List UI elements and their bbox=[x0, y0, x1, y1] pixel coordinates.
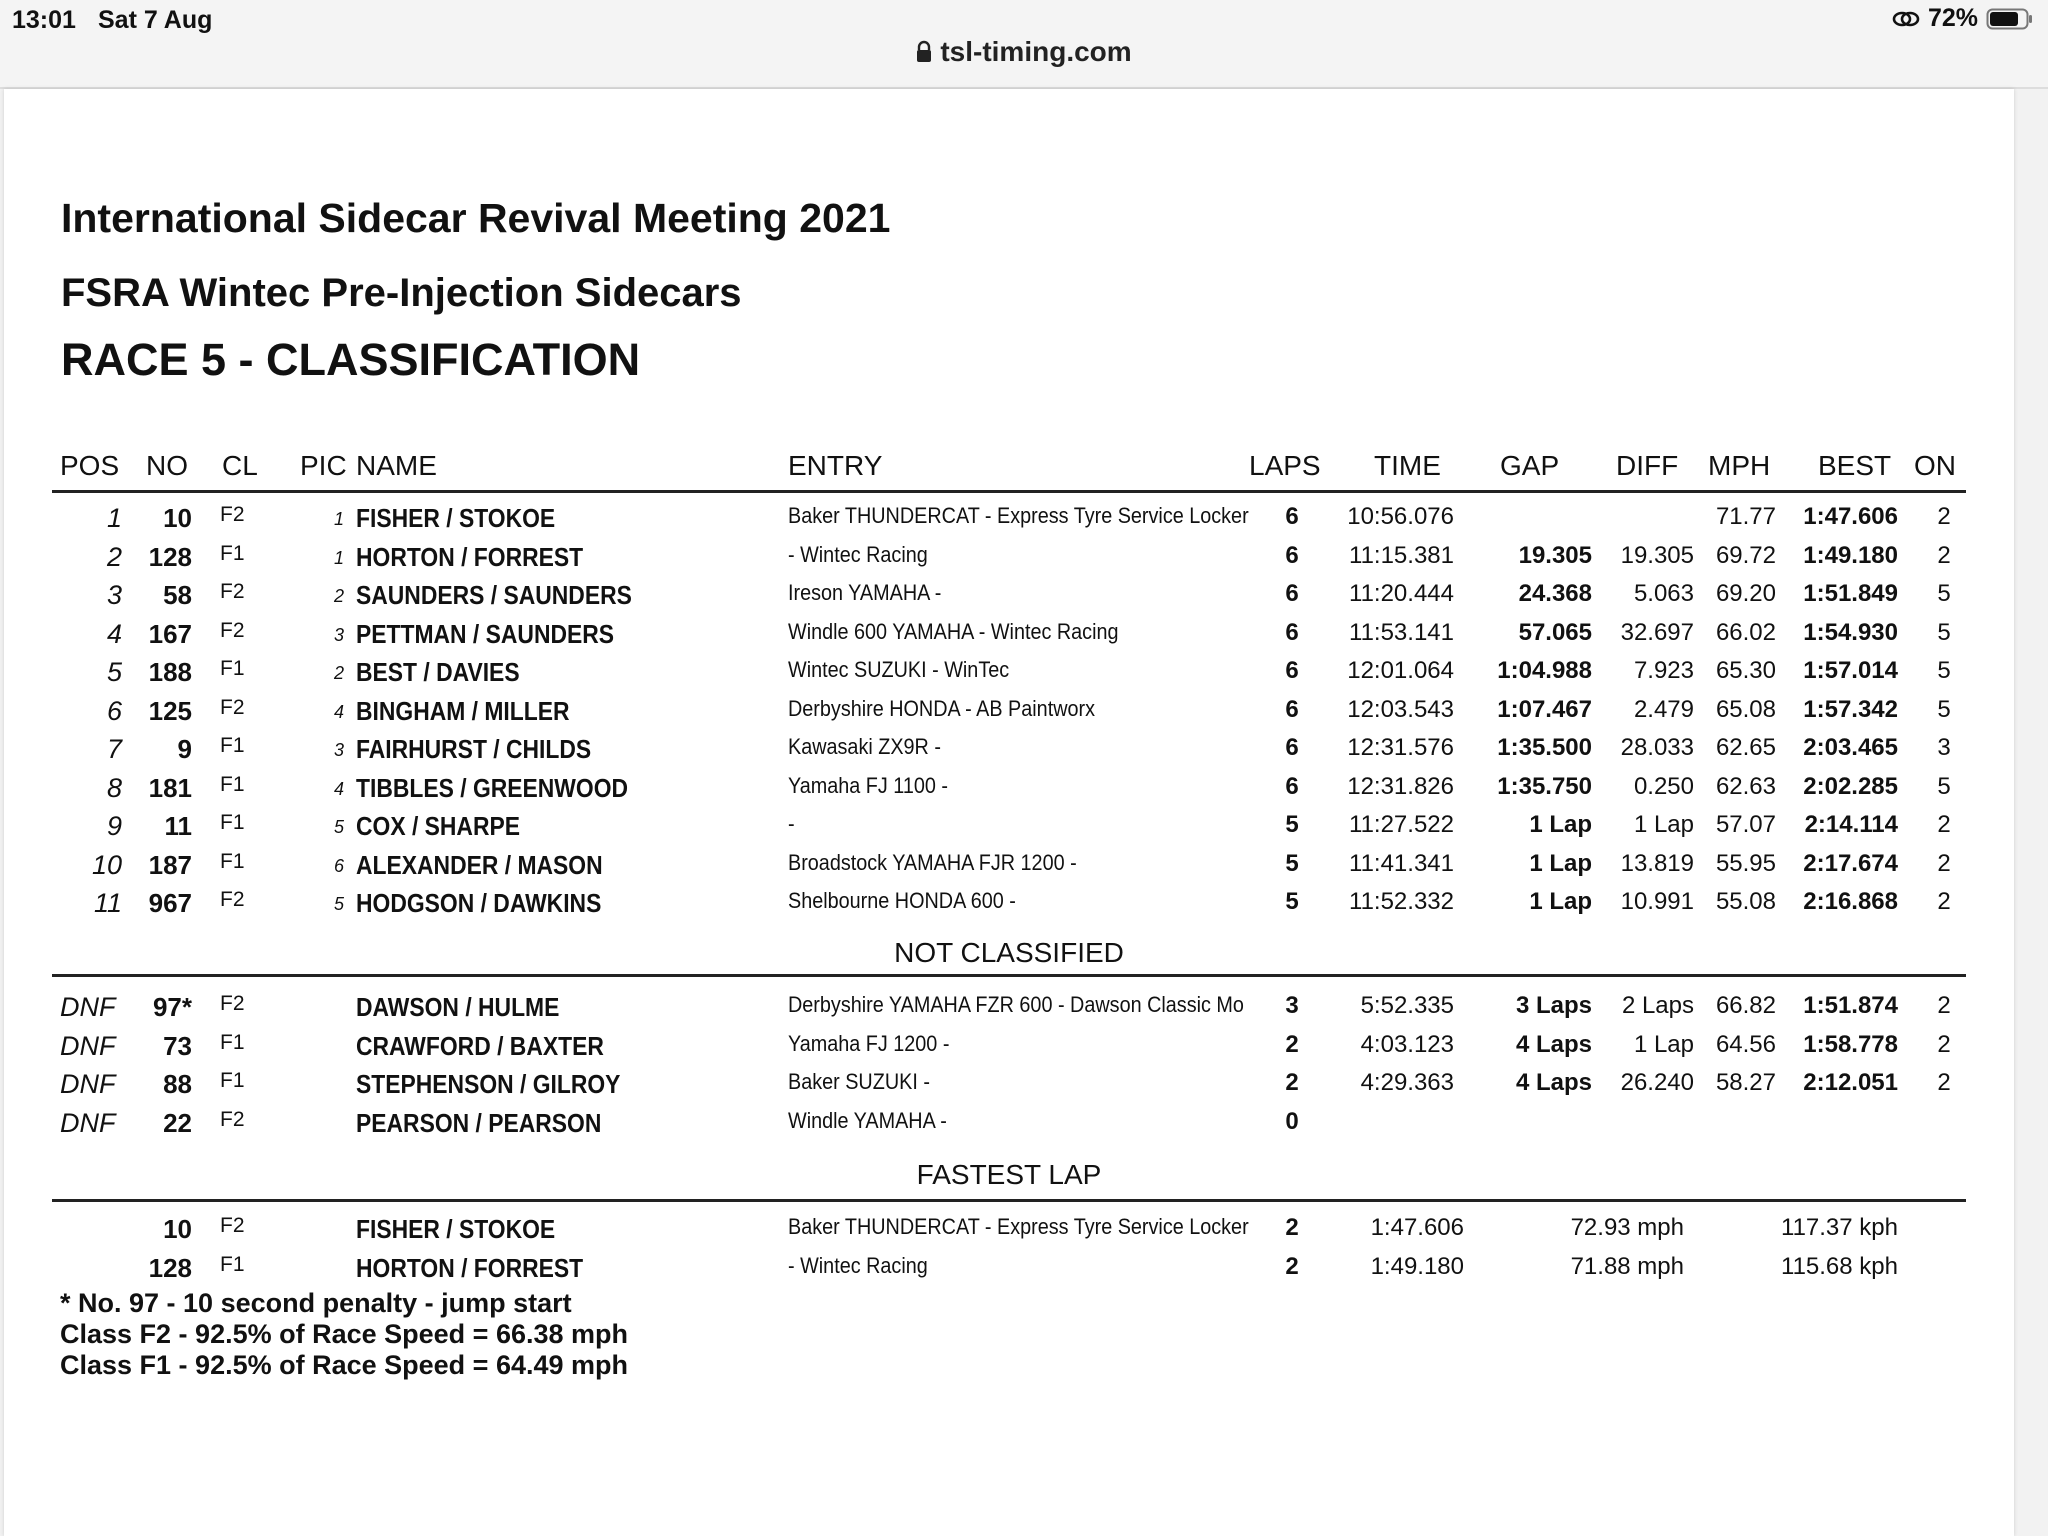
number-cell: 181 bbox=[148, 772, 192, 803]
number-cell: 11 bbox=[164, 811, 192, 841]
time-cell: 1:47.606 bbox=[1370, 1214, 1464, 1241]
class-cell: F2 bbox=[220, 618, 245, 642]
pic-cell: 4 bbox=[333, 701, 344, 722]
diff-cell: 1 Lap bbox=[1633, 1030, 1694, 1058]
laps-cell: 5 bbox=[1285, 849, 1299, 877]
class-cell: F2 bbox=[220, 1107, 245, 1131]
time-cell: 11:27.522 bbox=[1349, 811, 1454, 838]
status-right bbox=[1892, 4, 2034, 33]
col-laps: LAPS bbox=[1249, 450, 1321, 481]
mph-cell: 72.93 mph bbox=[1570, 1214, 1684, 1241]
best-cell: 1:51.849 bbox=[1803, 580, 1898, 607]
battery-percent: 72% bbox=[1927, 4, 1978, 32]
fastest-lap-rule bbox=[52, 1199, 1966, 1202]
laps-cell: 6 bbox=[1285, 695, 1299, 723]
table-row bbox=[4, 1253, 2014, 1291]
time-cell: 11:15.381 bbox=[1349, 541, 1454, 569]
class-cell: F2 bbox=[220, 580, 245, 603]
address-bar[interactable] bbox=[0, 36, 2048, 70]
f2-speed-note: Class F2 - 92.5% of Race Speed = 66.38 mph bbox=[60, 1319, 629, 1349]
pic-cell: 3 bbox=[333, 624, 344, 645]
mph-cell: 71.77 bbox=[1715, 503, 1776, 530]
class-cell: F2 bbox=[220, 695, 245, 719]
number-cell: 88 bbox=[163, 1069, 192, 1099]
name-cell: FISHER / STOKOE bbox=[356, 503, 556, 533]
laps-cell: 0 bbox=[1285, 1107, 1299, 1135]
not-classified-heading: NOT CLASSIFIED bbox=[894, 937, 1124, 968]
mph-cell: 62.63 bbox=[1715, 772, 1776, 800]
col-name: NAME bbox=[356, 450, 437, 481]
entry-cell: Windle YAMAHA - bbox=[788, 1107, 947, 1133]
on-cell: 5 bbox=[1937, 695, 1951, 723]
on-cell: 2 bbox=[1937, 888, 1951, 915]
mph-cell: 66.82 bbox=[1715, 992, 1776, 1019]
laps-cell: 5 bbox=[1285, 888, 1299, 915]
on-cell: 2 bbox=[1937, 992, 1951, 1019]
name-cell: BINGHAM / MILLER bbox=[356, 695, 570, 726]
name-cell: PETTMAN / SAUNDERS bbox=[356, 618, 615, 649]
pic-cell: 4 bbox=[333, 778, 344, 799]
col-diff: DIFF bbox=[1616, 450, 1679, 481]
table-row bbox=[4, 1069, 2014, 1107]
pic-cell: 1 bbox=[333, 547, 344, 568]
mph-cell: 69.20 bbox=[1715, 580, 1776, 607]
status-bar bbox=[0, 0, 2048, 88]
pos-cell: DNF bbox=[60, 1030, 116, 1061]
laps-cell: 6 bbox=[1285, 734, 1299, 761]
table-row bbox=[4, 503, 2014, 541]
name-cell: HODGSON / DAWKINS bbox=[356, 888, 602, 918]
best-cell: 2:02.285 bbox=[1803, 772, 1898, 800]
diff-cell: 0.250 bbox=[1633, 772, 1694, 800]
on-cell: 2 bbox=[1937, 541, 1951, 569]
entry-cell: Broadstock YAMAHA FJR 1200 - bbox=[788, 849, 1077, 875]
pos-cell: 3 bbox=[106, 580, 122, 610]
table-row bbox=[4, 888, 2014, 926]
header-rule bbox=[52, 490, 1966, 493]
laps-cell: 6 bbox=[1285, 772, 1299, 800]
pic-cell: 2 bbox=[333, 586, 344, 606]
pic-cell: 2 bbox=[333, 663, 344, 683]
number-cell: 967 bbox=[148, 888, 192, 918]
on-cell: 5 bbox=[1937, 580, 1951, 607]
diff-cell: 2 Laps bbox=[1621, 992, 1694, 1019]
class-cell: F1 bbox=[220, 1069, 245, 1092]
entry-cell: - Wintec Racing bbox=[788, 1252, 928, 1278]
table-row bbox=[4, 850, 2014, 888]
col-no: NO bbox=[146, 450, 188, 481]
pos-cell: DNF bbox=[60, 1107, 116, 1138]
name-cell: DAWSON / HULME bbox=[356, 992, 560, 1022]
name-cell: HORTON / FORREST bbox=[356, 1252, 584, 1283]
table-row bbox=[4, 1108, 2014, 1146]
col-cl: CL bbox=[222, 450, 258, 481]
on-cell: 2 bbox=[1937, 1030, 1951, 1058]
entry-cell: Shelbourne HONDA 600 - bbox=[788, 888, 1016, 913]
lap-cell: 2 bbox=[1285, 1252, 1299, 1280]
entry-cell: Baker SUZUKI - bbox=[788, 1069, 930, 1094]
number-cell: 10 bbox=[163, 503, 192, 533]
laps-cell: 6 bbox=[1285, 580, 1299, 607]
gap-cell: 57.065 bbox=[1518, 618, 1592, 646]
time-cell: 4:29.363 bbox=[1360, 1069, 1454, 1096]
mph-cell: 58.27 bbox=[1715, 1069, 1776, 1096]
on-cell: 3 bbox=[1937, 734, 1951, 761]
best-cell: 2:14.114 bbox=[1804, 811, 1898, 838]
on-cell: 2 bbox=[1937, 1069, 1951, 1096]
col-pos: POS bbox=[60, 450, 120, 481]
pos-cell: 11 bbox=[93, 888, 122, 918]
entry-cell: - Wintec Racing bbox=[788, 541, 928, 567]
class-cell: F2 bbox=[220, 1214, 245, 1237]
class-cell: F1 bbox=[220, 772, 245, 796]
number-cell: 187 bbox=[148, 849, 192, 880]
time-cell: 12:31.576 bbox=[1347, 734, 1454, 761]
entry-cell: Kawasaki ZX9R - bbox=[788, 734, 941, 759]
event-title: International Sidecar Revival Meeting 2021 bbox=[61, 195, 891, 241]
laps-cell: 6 bbox=[1285, 541, 1299, 569]
name-cell: BEST / DAVIES bbox=[356, 657, 520, 687]
laps-cell: 2 bbox=[1285, 1069, 1299, 1096]
name-cell: CRAWFORD / BAXTER bbox=[356, 1030, 604, 1061]
gap-cell: 1 Lap bbox=[1529, 849, 1592, 877]
mph-cell: 64.56 bbox=[1715, 1030, 1776, 1058]
best-cell: 2:16.868 bbox=[1803, 888, 1898, 915]
gap-cell: 1 Lap bbox=[1529, 888, 1592, 915]
time-cell: 1:49.180 bbox=[1370, 1252, 1464, 1280]
pic-cell: 5 bbox=[333, 817, 344, 837]
diff-cell: 19.305 bbox=[1620, 541, 1694, 569]
table-row bbox=[4, 992, 2014, 1030]
time-cell: 11:53.141 bbox=[1349, 618, 1454, 646]
class-cell: F1 bbox=[220, 657, 245, 680]
table-row bbox=[4, 773, 2014, 811]
best-cell: 1:49.180 bbox=[1803, 541, 1898, 569]
pos-cell: 4 bbox=[106, 618, 122, 649]
pos-cell: DNF bbox=[60, 1069, 116, 1099]
diff-cell: 1 Lap bbox=[1633, 811, 1694, 838]
time-cell: 5:52.335 bbox=[1360, 992, 1454, 1019]
lap-cell: 2 bbox=[1285, 1214, 1299, 1241]
number-cell: 10 bbox=[163, 1214, 192, 1244]
gap-cell: 1 Lap bbox=[1529, 811, 1592, 838]
diff-cell: 10.991 bbox=[1620, 888, 1694, 915]
laps-cell: 6 bbox=[1285, 503, 1299, 530]
time-cell: 11:20.444 bbox=[1349, 580, 1454, 607]
laps-cell: 5 bbox=[1285, 811, 1299, 838]
on-cell: 5 bbox=[1937, 618, 1951, 646]
gap-cell: 1:07.467 bbox=[1497, 695, 1592, 723]
on-cell: 5 bbox=[1937, 657, 1951, 684]
number-cell: 128 bbox=[148, 1252, 192, 1283]
mph-cell: 66.02 bbox=[1715, 618, 1776, 646]
gap-cell: 4 Laps bbox=[1515, 1030, 1592, 1058]
mph-cell: 55.95 bbox=[1715, 849, 1776, 877]
class-cell: F1 bbox=[220, 849, 245, 873]
entry-cell: Derbyshire HONDA - AB Paintworx bbox=[788, 695, 1095, 721]
on-cell: 2 bbox=[1937, 811, 1951, 838]
gap-cell: 24.368 bbox=[1518, 580, 1592, 607]
class-cell: F1 bbox=[220, 1252, 245, 1276]
entry-cell: Derbyshire YAMAHA FZR 600 - Dawson Classic Mo bbox=[788, 992, 1244, 1017]
table-row bbox=[4, 811, 2014, 849]
best-cell: 2:03.465 bbox=[1803, 734, 1898, 761]
number-cell: 22 bbox=[163, 1107, 192, 1138]
best-cell: 2:12.051 bbox=[1803, 1069, 1898, 1096]
mph-cell: 62.65 bbox=[1715, 734, 1776, 761]
entry-cell: Ireson YAMAHA - bbox=[788, 580, 942, 605]
mph-cell: 57.07 bbox=[1715, 811, 1776, 838]
diff-cell: 7.923 bbox=[1633, 657, 1694, 684]
gap-cell: 19.305 bbox=[1518, 541, 1592, 569]
table-row bbox=[4, 696, 2014, 734]
name-cell: PEARSON / PEARSON bbox=[356, 1107, 602, 1138]
pos-cell: 9 bbox=[106, 811, 122, 841]
name-cell: STEPHENSON / GILROY bbox=[356, 1069, 621, 1099]
mph-cell: 71.88 mph bbox=[1570, 1252, 1684, 1280]
number-cell: 125 bbox=[148, 695, 192, 726]
gap-cell: 3 Laps bbox=[1515, 992, 1592, 1019]
col-mph: MPH bbox=[1708, 450, 1771, 481]
lock-icon bbox=[916, 38, 932, 70]
class-cell: F2 bbox=[220, 888, 245, 911]
mph-cell: 69.72 bbox=[1715, 541, 1776, 569]
penalty-note: * No. 97 - 10 second penalty - jump start bbox=[60, 1288, 572, 1318]
laps-cell: 6 bbox=[1285, 618, 1299, 646]
results-page bbox=[4, 89, 2014, 1536]
time-cell: 12:03.543 bbox=[1347, 695, 1454, 723]
class-cell: F1 bbox=[220, 1030, 245, 1054]
table-row bbox=[4, 580, 2014, 618]
entry-cell: Baker THUNDERCAT - Express Tyre Service Locker bbox=[788, 1214, 1249, 1239]
diff-cell: 32.697 bbox=[1620, 618, 1694, 646]
best-cell: 1:54.930 bbox=[1803, 618, 1898, 646]
table-row bbox=[4, 1031, 2014, 1069]
pic-cell: 1 bbox=[333, 509, 344, 529]
f1-speed-note: Class F1 - 92.5% of Race Speed = 64.49 mph bbox=[60, 1350, 629, 1380]
number-cell: 128 bbox=[148, 541, 192, 572]
on-cell: 5 bbox=[1937, 772, 1951, 800]
name-cell: COX / SHARPE bbox=[356, 811, 521, 841]
table-row bbox=[4, 1214, 2014, 1252]
col-time: TIME bbox=[1374, 450, 1441, 481]
gap-cell: 4 Laps bbox=[1515, 1069, 1592, 1096]
name-cell: FAIRHURST / CHILDS bbox=[356, 734, 592, 764]
number-cell: 188 bbox=[148, 657, 192, 687]
entry-cell: Baker THUNDERCAT - Express Tyre Service Locker bbox=[788, 503, 1249, 528]
col-gap: GAP bbox=[1500, 450, 1560, 481]
table-row bbox=[4, 619, 2014, 657]
mph-cell: 55.08 bbox=[1715, 888, 1776, 915]
best-cell: 2:17.674 bbox=[1803, 849, 1898, 877]
laps-cell: 3 bbox=[1285, 992, 1299, 1019]
name-cell: ALEXANDER / MASON bbox=[356, 849, 603, 880]
mph-cell: 65.30 bbox=[1715, 657, 1776, 684]
best-cell: 1:57.342 bbox=[1803, 695, 1898, 723]
best-cell: 1:58.778 bbox=[1803, 1030, 1898, 1058]
number-cell: 9 bbox=[177, 734, 192, 764]
pos-cell: 2 bbox=[106, 541, 122, 572]
diff-cell: 2.479 bbox=[1633, 695, 1694, 723]
name-cell: SAUNDERS / SAUNDERS bbox=[356, 580, 632, 610]
battery-icon bbox=[1986, 7, 2034, 31]
best-cell: 1:51.874 bbox=[1803, 992, 1898, 1019]
pos-cell: 10 bbox=[91, 849, 122, 880]
diff-cell: 13.819 bbox=[1620, 849, 1694, 877]
class-cell: F1 bbox=[220, 811, 245, 834]
on-cell: 2 bbox=[1937, 503, 1951, 530]
best-cell: 1:57.014 bbox=[1803, 657, 1898, 684]
pic-cell: 5 bbox=[333, 894, 344, 914]
number-cell: 167 bbox=[148, 618, 192, 649]
best-cell: 1:47.606 bbox=[1803, 503, 1898, 530]
time-cell: 12:01.064 bbox=[1347, 657, 1454, 684]
mph-cell: 65.08 bbox=[1715, 695, 1776, 723]
pos-cell: 6 bbox=[106, 695, 122, 726]
time-cell: 10:56.076 bbox=[1347, 503, 1454, 530]
laps-cell: 6 bbox=[1285, 657, 1299, 684]
pic-cell: 6 bbox=[333, 855, 344, 876]
number-cell: 58 bbox=[163, 580, 192, 610]
not-classified-rule bbox=[52, 974, 1966, 977]
diff-cell: 26.240 bbox=[1620, 1069, 1694, 1096]
laps-cell: 2 bbox=[1285, 1030, 1299, 1058]
pos-cell: 7 bbox=[106, 734, 122, 764]
name-cell: TIBBLES / GREENWOOD bbox=[356, 772, 629, 803]
diff-cell: 5.063 bbox=[1633, 580, 1694, 607]
time-cell: 4:03.123 bbox=[1360, 1030, 1454, 1058]
pic-cell: 3 bbox=[333, 740, 344, 760]
class-cell: F1 bbox=[220, 541, 245, 565]
link-icon bbox=[1892, 9, 1920, 29]
col-pic: PIC bbox=[300, 450, 347, 481]
kph-cell: 117.37 kph bbox=[1781, 1214, 1898, 1241]
class-cell: F2 bbox=[220, 503, 245, 526]
gap-cell: 1:04.988 bbox=[1497, 657, 1592, 684]
entry-cell: Yamaha FJ 1200 - bbox=[788, 1030, 950, 1056]
col-entry: ENTRY bbox=[788, 450, 883, 481]
pos-cell: 1 bbox=[106, 503, 122, 533]
status-time: 13:01 bbox=[12, 6, 76, 34]
kph-cell: 115.68 kph bbox=[1781, 1252, 1898, 1280]
class-cell: F2 bbox=[220, 992, 245, 1015]
name-cell: FISHER / STOKOE bbox=[356, 1214, 556, 1244]
url-text[interactable]: tsl-timing.com bbox=[940, 36, 1132, 67]
class-cell: F1 bbox=[220, 734, 245, 757]
table-row bbox=[4, 542, 2014, 580]
gap-cell: 1:35.500 bbox=[1497, 734, 1592, 761]
pos-cell: 5 bbox=[106, 657, 122, 687]
fastest-lap-heading: FASTEST LAP bbox=[916, 1159, 1102, 1190]
pos-cell: 8 bbox=[106, 772, 122, 803]
entry-cell: - bbox=[788, 811, 795, 836]
status-date: Sat 7 Aug bbox=[98, 6, 213, 34]
class-title: FSRA Wintec Pre-Injection Sidecars bbox=[61, 271, 742, 315]
number-cell: 97* bbox=[152, 992, 192, 1022]
col-best: BEST bbox=[1818, 450, 1892, 481]
col-on: ON bbox=[1914, 450, 1956, 481]
time-cell: 11:52.332 bbox=[1349, 888, 1454, 915]
table-row bbox=[4, 657, 2014, 695]
entry-cell: Wintec SUZUKI - WinTec bbox=[788, 657, 1010, 682]
entry-cell: Yamaha FJ 1100 - bbox=[788, 772, 948, 798]
pos-cell: DNF bbox=[60, 992, 116, 1022]
time-cell: 11:41.341 bbox=[1349, 849, 1454, 877]
gap-cell: 1:35.750 bbox=[1497, 772, 1592, 800]
name-cell: HORTON / FORREST bbox=[356, 541, 584, 572]
table-row bbox=[4, 734, 2014, 772]
number-cell: 73 bbox=[163, 1030, 192, 1061]
time-cell: 12:31.826 bbox=[1347, 772, 1454, 800]
on-cell: 2 bbox=[1937, 849, 1951, 877]
diff-cell: 28.033 bbox=[1620, 734, 1694, 761]
race-heading: RACE 5 - CLASSIFICATION bbox=[61, 334, 641, 385]
entry-cell: Windle 600 YAMAHA - Wintec Racing bbox=[788, 618, 1119, 644]
